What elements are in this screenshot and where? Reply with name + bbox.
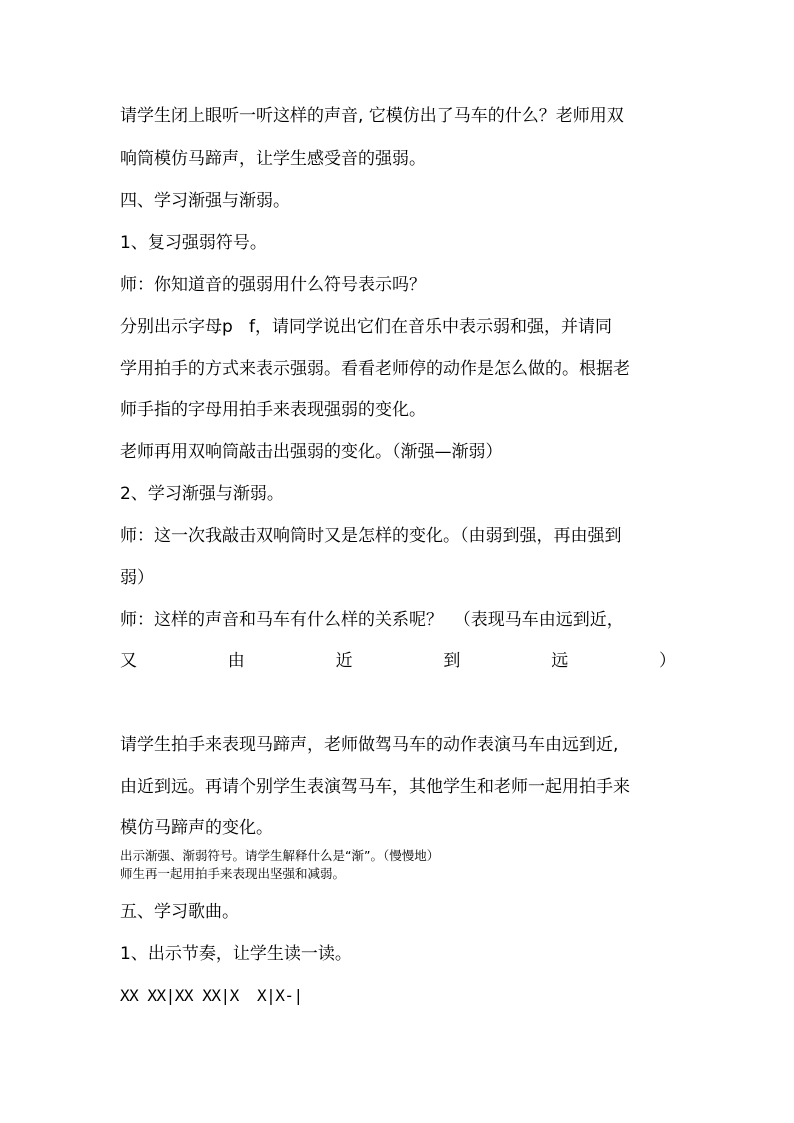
paragraph-line: 请学生闭上眼听一听这样的声音, 它模仿出了马车的什么？老师用双 xyxy=(120,106,624,126)
small-note-line: 出示渐强、渐弱符号。请学生解释什么是“渐”。（慢慢地） xyxy=(120,848,440,863)
section-heading: 四、学习渐强与渐弱。 xyxy=(120,191,290,211)
paragraph-line: 师：你知道音的强弱用什么符号表示吗？ xyxy=(120,275,426,295)
paragraph-line: 弱） xyxy=(120,568,154,588)
paragraph-line: 响筒模仿马蹄声，让学生感受音的强弱。 xyxy=(120,149,426,169)
paragraph-line: 由近到远。再请个别学生表演驾马车，其他学生和老师一起用拍手来 xyxy=(120,777,630,797)
justified-char: 远 xyxy=(551,651,569,671)
paragraph-line: 模仿马蹄声的变化。 xyxy=(120,818,273,838)
justified-char: 由 xyxy=(227,651,245,671)
subsection-heading: 2、学习渐强与渐弱。 xyxy=(120,484,284,504)
paragraph-line: 师：这一次我敲击双响筒时又是怎样的变化。（由弱到强，再由强到 xyxy=(120,526,622,546)
subsection-heading: 1、出示节奏，让学生读一读。 xyxy=(120,944,352,964)
justified-line xyxy=(120,650,676,672)
justified-char: 近 xyxy=(335,651,353,671)
paragraph-line: 分别出示字母p f，请同学说出它们在音乐中表示弱和强，并请同 xyxy=(120,317,612,337)
paragraph-line: 老师再用双响筒敲击出强弱的变化。（渐强—渐弱） xyxy=(120,442,503,462)
paragraph-line: 师手指的字母用拍手来表现强弱的变化。 xyxy=(120,400,426,420)
justified-char: ） xyxy=(658,651,676,671)
justified-char: 又 xyxy=(120,651,137,671)
paragraph-line: 请学生拍手来表现马蹄声，老师做驾马车的动作表演马车由远到近, xyxy=(120,735,619,755)
paragraph-line: 师：这样的声音和马车有什么样的关系呢？ （表现马车由远到近， xyxy=(120,610,624,630)
subsection-heading: 1、复习强弱符号。 xyxy=(120,233,267,253)
rhythm-notation: XX XX|XX XX|X X|X-| xyxy=(120,986,303,1005)
small-note-line: 师生再一起用拍手来表现出坚强和减弱。 xyxy=(120,866,346,881)
section-heading: 五、学习歌曲。 xyxy=(120,902,239,922)
justified-char: 到 xyxy=(443,651,461,671)
paragraph-line: 学用拍手的方式来表示强弱。看看老师停的动作是怎么做的。根据老 xyxy=(120,359,630,379)
